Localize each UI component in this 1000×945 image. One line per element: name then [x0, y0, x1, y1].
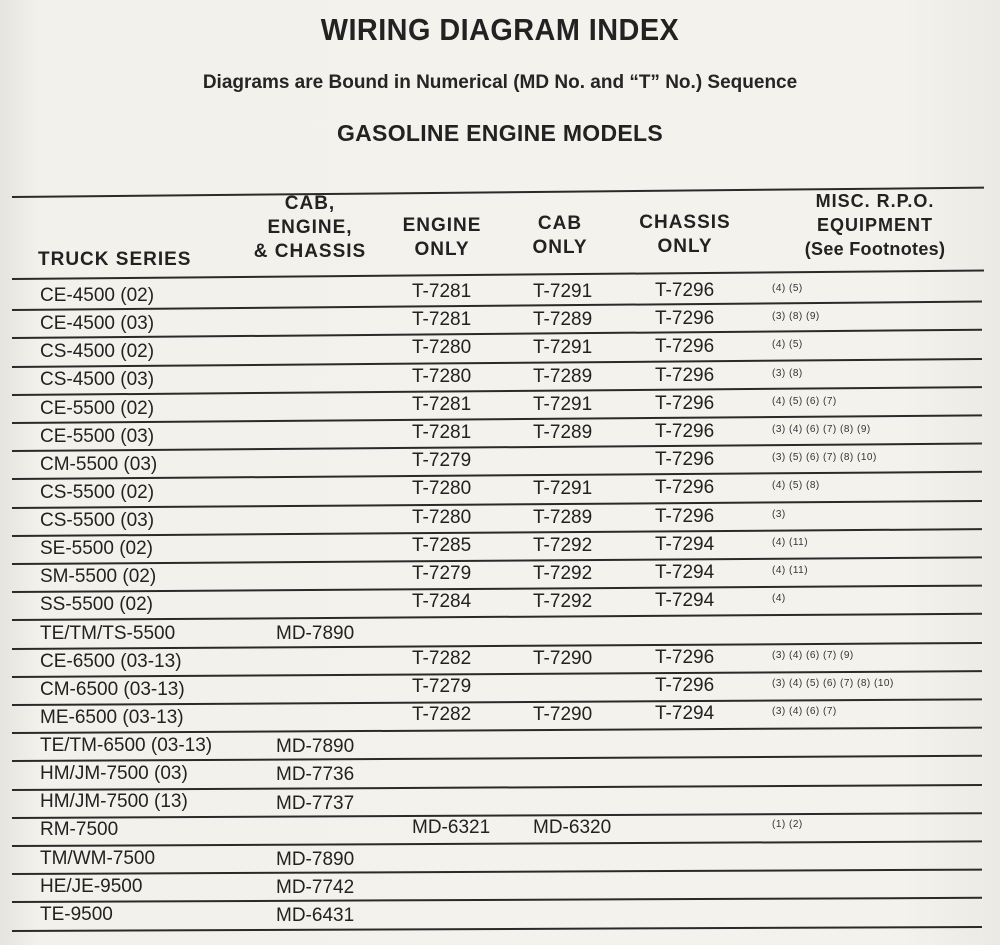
- row-engine-only: T-7281: [412, 422, 472, 443]
- row-truck-series: CS-4500 (03): [40, 369, 155, 391]
- section-heading: GASOLINE ENGINE MODELS: [336, 120, 664, 146]
- row-engine-only: T-7279: [412, 675, 472, 697]
- row-truck-series: TM/WM-7500: [40, 847, 156, 869]
- row-truck-series: HM/JM-7500 (03): [40, 763, 188, 785]
- row-footnotes: (4) (5) (8): [772, 480, 820, 492]
- header-cab-only: CAB ONLY: [532, 213, 588, 258]
- row-footnotes: (3) (4) (6) (7) (8) (9): [772, 424, 871, 435]
- row-rule: [12, 556, 982, 564]
- row-cab-only: T-7291: [533, 478, 593, 500]
- row-engine-only: T-7284: [412, 591, 472, 613]
- header-engine-only: ENGINE ONLY: [402, 215, 482, 260]
- row-chassis-only: T-7296: [655, 449, 715, 471]
- row-chassis-only: T-7296: [655, 364, 715, 386]
- row-cab-only: T-7290: [533, 647, 593, 669]
- row-engine-only: T-7280: [412, 337, 472, 359]
- row-rule: [12, 329, 982, 339]
- row-chassis-only: T-7294: [655, 533, 715, 555]
- row-footnotes: (3) (5) (6) (7) (8) (10): [772, 452, 877, 464]
- row-cab-only: T-7292: [533, 563, 593, 584]
- row-engine-only: T-7280: [412, 506, 472, 528]
- row-cab-engine-chassis: MD-7736: [276, 764, 355, 786]
- row-footnotes: (4) (5): [772, 339, 803, 351]
- row-cab-only: T-7289: [533, 365, 593, 387]
- row-footnotes: (4) (5) (6) (7): [772, 395, 837, 407]
- row-truck-series: RM-7500: [40, 819, 119, 841]
- row-engine-only: T-7279: [412, 563, 472, 584]
- row-truck-series: CM-6500 (03-13): [40, 678, 185, 700]
- row-rule: [12, 500, 982, 509]
- row-rule: [12, 443, 982, 452]
- row-cab-only: T-7289: [533, 506, 593, 528]
- row-footnotes: (3): [772, 508, 786, 520]
- row-rule: [12, 585, 982, 593]
- row-footnotes: (4) (5): [772, 283, 803, 294]
- row-truck-series: CS-5500 (03): [40, 510, 155, 532]
- row-truck-series: CM-5500 (03): [40, 453, 158, 475]
- row-rule: [12, 897, 982, 903]
- row-engine-only: T-7282: [412, 704, 472, 725]
- row-rule: [12, 358, 982, 368]
- row-engine-only: T-7281: [412, 281, 472, 302]
- row-cab-engine-chassis: MD-6431: [276, 905, 355, 927]
- row-footnotes: (4): [772, 593, 786, 605]
- row-cab-only: MD-6320: [533, 816, 612, 838]
- row-chassis-only: T-7294: [655, 590, 715, 612]
- row-footnotes: (3) (4) (5) (6) (7) (8) (10): [772, 677, 894, 689]
- header-cab-engine-chassis: CAB, ENGINE, & CHASSIS: [253, 193, 367, 262]
- row-truck-series: CS-5500 (02): [40, 481, 155, 503]
- row-engine-only: T-7281: [412, 393, 472, 415]
- row-rule: [12, 386, 982, 395]
- row-truck-series: SS-5500 (02): [40, 594, 154, 616]
- row-rule: [12, 613, 982, 621]
- row-truck-series: HM/JM-7500 (13): [40, 791, 188, 813]
- row-truck-series: TE/TM-6500 (03-13): [40, 735, 213, 757]
- row-truck-series: SE-5500 (02): [40, 538, 154, 560]
- row-truck-series: CE-6500 (03-13): [40, 650, 182, 672]
- row-engine-only: T-7280: [412, 478, 472, 500]
- header-chassis-only: CHASSIS ONLY: [639, 212, 731, 257]
- row-cab-only: T-7292: [533, 534, 593, 556]
- row-chassis-only: T-7296: [655, 336, 715, 358]
- row-chassis-only: T-7296: [655, 421, 715, 442]
- row-rule: [12, 414, 982, 423]
- row-engine-only: T-7282: [412, 647, 472, 669]
- row-truck-series: ME-6500 (03-13): [40, 706, 184, 728]
- row-footnotes: (4) (11): [772, 565, 809, 576]
- row-engine-only: MD-6321: [412, 816, 491, 838]
- row-footnotes: (1) (2): [772, 818, 803, 830]
- row-cab-only: T-7289: [533, 422, 593, 443]
- row-cab-engine-chassis: MD-7737: [276, 792, 355, 814]
- row-truck-series: CE-4500 (03): [40, 313, 155, 335]
- row-cab-only: T-7290: [533, 704, 593, 725]
- row-chassis-only: T-7294: [655, 703, 715, 724]
- row-rule: [12, 926, 982, 931]
- row-truck-series: TE/TM/TS-5500: [40, 622, 176, 644]
- row-footnotes: (3) (8): [772, 367, 803, 379]
- row-engine-only: T-7280: [412, 365, 472, 387]
- row-cab-only: T-7291: [533, 337, 593, 359]
- row-truck-series: TE-9500: [40, 903, 113, 925]
- row-engine-only: T-7285: [412, 534, 472, 556]
- row-truck-series: CS-4500 (02): [40, 341, 155, 363]
- row-chassis-only: T-7294: [655, 562, 715, 583]
- row-truck-series: CE-5500 (02): [40, 397, 155, 419]
- row-rule: [12, 840, 982, 846]
- row-truck-series: HE/JE-9500: [40, 875, 143, 897]
- row-chassis-only: T-7296: [655, 646, 715, 668]
- row-rule: [12, 301, 982, 311]
- row-truck-series: CE-4500 (02): [40, 285, 155, 306]
- row-cab-engine-chassis: MD-7742: [276, 877, 355, 899]
- header-truck-series: TRUCK SERIES: [38, 249, 192, 270]
- page-subtitle: Diagrams are Bound in Numerical (MD No. and “T” No.) Sequence: [202, 72, 798, 93]
- row-cab-only: T-7291: [533, 393, 593, 415]
- page-title: WIRING DIAGRAM INDEX: [320, 12, 680, 47]
- row-engine-only: T-7279: [412, 450, 472, 472]
- row-truck-series: CE-5500 (03): [40, 425, 155, 447]
- row-engine-only: T-7281: [412, 309, 472, 331]
- row-rule: [12, 528, 982, 536]
- row-cab-only: T-7289: [533, 309, 593, 331]
- row-cab-engine-chassis: MD-7890: [276, 849, 355, 870]
- row-truck-series: SM-5500 (02): [40, 566, 157, 588]
- row-chassis-only: T-7296: [655, 505, 715, 527]
- row-footnotes: (3) (4) (6) (7) (9): [772, 649, 854, 661]
- row-chassis-only: T-7296: [655, 308, 715, 330]
- row-footnotes: (4) (11): [772, 536, 809, 548]
- row-footnotes: (3) (8) (9): [772, 311, 820, 323]
- row-cab-engine-chassis: MD-7890: [276, 623, 355, 645]
- row-chassis-only: T-7296: [655, 477, 715, 499]
- row-chassis-only: T-7296: [655, 674, 715, 696]
- row-footnotes: (3) (4) (6) (7): [772, 706, 837, 717]
- row-rule: [12, 471, 982, 480]
- header-misc-equipment: MISC. R.P.O. EQUIPMENT (See Footnotes): [804, 191, 946, 259]
- row-chassis-only: T-7296: [655, 392, 715, 414]
- row-rule: [12, 869, 982, 875]
- row-chassis-only: T-7296: [655, 280, 715, 301]
- row-cab-engine-chassis: MD-7890: [276, 736, 355, 758]
- row-cab-only: T-7292: [533, 591, 593, 613]
- row-cab-only: T-7291: [533, 281, 593, 302]
